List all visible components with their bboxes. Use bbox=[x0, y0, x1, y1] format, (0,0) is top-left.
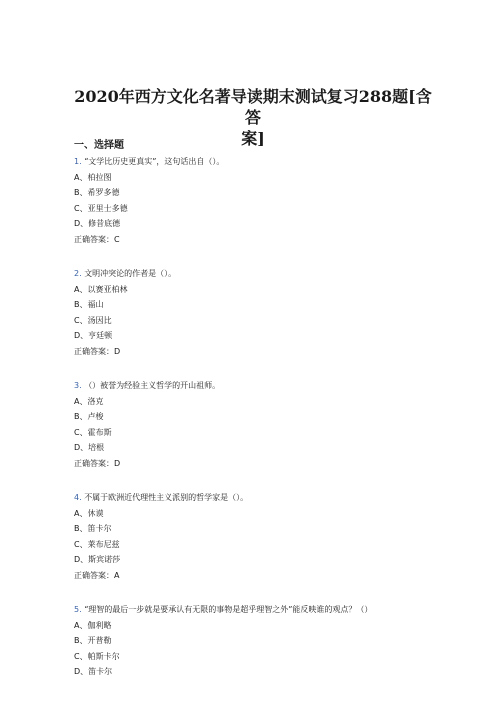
answer-option bbox=[74, 216, 434, 232]
option-text: 洛克 bbox=[87, 396, 104, 406]
correct-answer bbox=[74, 344, 434, 360]
answer-option bbox=[74, 552, 434, 568]
option-text: 汤因比 bbox=[87, 315, 112, 325]
option-letter: B、 bbox=[74, 412, 88, 421]
question-number: 3. bbox=[74, 381, 82, 390]
option-letter: B、 bbox=[74, 300, 88, 309]
answer-value: C bbox=[114, 234, 120, 244]
option-text: 亨廷顿 bbox=[88, 331, 113, 340]
option-text: 霍布斯 bbox=[87, 427, 112, 437]
option-text: 希罗多德 bbox=[87, 188, 120, 197]
answer-option bbox=[74, 618, 434, 634]
option-text: 修昔底德 bbox=[88, 219, 121, 228]
question-number: 1. bbox=[74, 157, 82, 166]
option-letter: C、 bbox=[74, 203, 88, 213]
option-text: 培根 bbox=[88, 443, 105, 452]
option-letter: C、 bbox=[74, 539, 88, 549]
correct-answer bbox=[74, 232, 434, 248]
question-block bbox=[74, 490, 434, 583]
answer-option bbox=[74, 170, 434, 186]
answer-label: 正确答案： bbox=[74, 570, 114, 580]
question-stem bbox=[74, 154, 434, 170]
option-letter: D、 bbox=[74, 443, 89, 452]
option-text: 以赛亚柏林 bbox=[87, 284, 128, 294]
option-text: 开普勒 bbox=[87, 636, 112, 645]
option-letter: D、 bbox=[74, 667, 89, 676]
answer-label: 正确答案： bbox=[74, 458, 114, 468]
option-letter: A、 bbox=[74, 284, 88, 294]
question-text: （）被誉为经验主义哲学的开山祖师。 bbox=[84, 381, 221, 390]
option-letter: A、 bbox=[74, 172, 88, 182]
option-text: 笛卡尔 bbox=[87, 524, 112, 533]
option-letter: D、 bbox=[74, 331, 89, 340]
title-line-1: 2020年西方文化名著导读期末测试复习288题[含答 bbox=[74, 87, 432, 127]
option-letter: B、 bbox=[74, 636, 88, 645]
question-stem bbox=[74, 378, 434, 394]
option-letter: A、 bbox=[74, 508, 88, 518]
option-letter: D、 bbox=[74, 219, 89, 228]
option-text: 卢梭 bbox=[87, 412, 104, 421]
answer-option bbox=[74, 537, 434, 553]
answer-label: 正确答案： bbox=[74, 234, 114, 244]
question-stem bbox=[74, 602, 434, 618]
answer-option bbox=[74, 425, 434, 441]
answer-option bbox=[74, 409, 434, 425]
option-letter: A、 bbox=[74, 620, 88, 630]
answer-option bbox=[74, 185, 434, 201]
question-block bbox=[74, 154, 434, 247]
question-block bbox=[74, 378, 434, 471]
question-text: 不属于欧洲近代理性主义派别的哲学家是（）。 bbox=[84, 493, 249, 502]
option-text: 亚里士多德 bbox=[87, 203, 128, 213]
option-letter: D、 bbox=[74, 555, 89, 564]
option-letter: A、 bbox=[74, 396, 88, 406]
answer-option bbox=[74, 297, 434, 313]
answer-label: 正确答案： bbox=[74, 346, 114, 356]
option-letter: B、 bbox=[74, 524, 88, 533]
option-text: 笛卡尔 bbox=[88, 667, 113, 676]
question-text: “理智的最后一步就是要承认有无限的事物是超乎理智之外”能反映谁的观点？（） bbox=[84, 605, 373, 614]
answer-option bbox=[74, 313, 434, 329]
answer-option bbox=[74, 440, 434, 456]
option-letter: C、 bbox=[74, 651, 88, 661]
question-stem bbox=[74, 490, 434, 506]
answer-option bbox=[74, 282, 434, 298]
answer-value: D bbox=[114, 458, 121, 468]
option-letter: C、 bbox=[74, 315, 88, 325]
section-heading: 一、选择题 bbox=[74, 140, 124, 151]
correct-answer bbox=[74, 456, 434, 472]
option-text: 斯宾诺莎 bbox=[88, 555, 121, 564]
question-number: 5. bbox=[74, 605, 82, 614]
answer-option bbox=[74, 394, 434, 410]
answer-option bbox=[74, 521, 434, 537]
question-number: 2. bbox=[74, 269, 82, 278]
answer-option bbox=[74, 506, 434, 522]
answer-value: D bbox=[114, 346, 121, 356]
question-number: 4. bbox=[74, 493, 82, 502]
option-text: 休谟 bbox=[87, 508, 104, 518]
option-text: 福山 bbox=[87, 300, 104, 309]
option-text: 莱布尼兹 bbox=[87, 539, 120, 549]
option-letter: B、 bbox=[74, 188, 88, 197]
option-text: 伽利略 bbox=[87, 620, 112, 630]
correct-answer bbox=[74, 568, 434, 584]
question-block bbox=[74, 266, 434, 359]
answer-option bbox=[74, 664, 434, 680]
option-text: 柏拉图 bbox=[87, 172, 112, 182]
question-stem bbox=[74, 266, 434, 282]
answer-value: A bbox=[114, 570, 120, 580]
answer-option bbox=[74, 201, 434, 217]
answer-option bbox=[74, 633, 434, 649]
option-text: 帕斯卡尔 bbox=[87, 651, 120, 661]
option-letter: C、 bbox=[74, 427, 88, 437]
question-block bbox=[74, 602, 434, 680]
question-text: “文学比历史更真实”，这句话出自（）。 bbox=[84, 157, 225, 166]
answer-option bbox=[74, 649, 434, 665]
question-text: 文明冲突论的作者是（）。 bbox=[84, 269, 177, 278]
title-line-2: 案] bbox=[241, 129, 265, 148]
answer-option bbox=[74, 328, 434, 344]
question-list bbox=[74, 154, 434, 680]
document-content bbox=[74, 140, 434, 699]
